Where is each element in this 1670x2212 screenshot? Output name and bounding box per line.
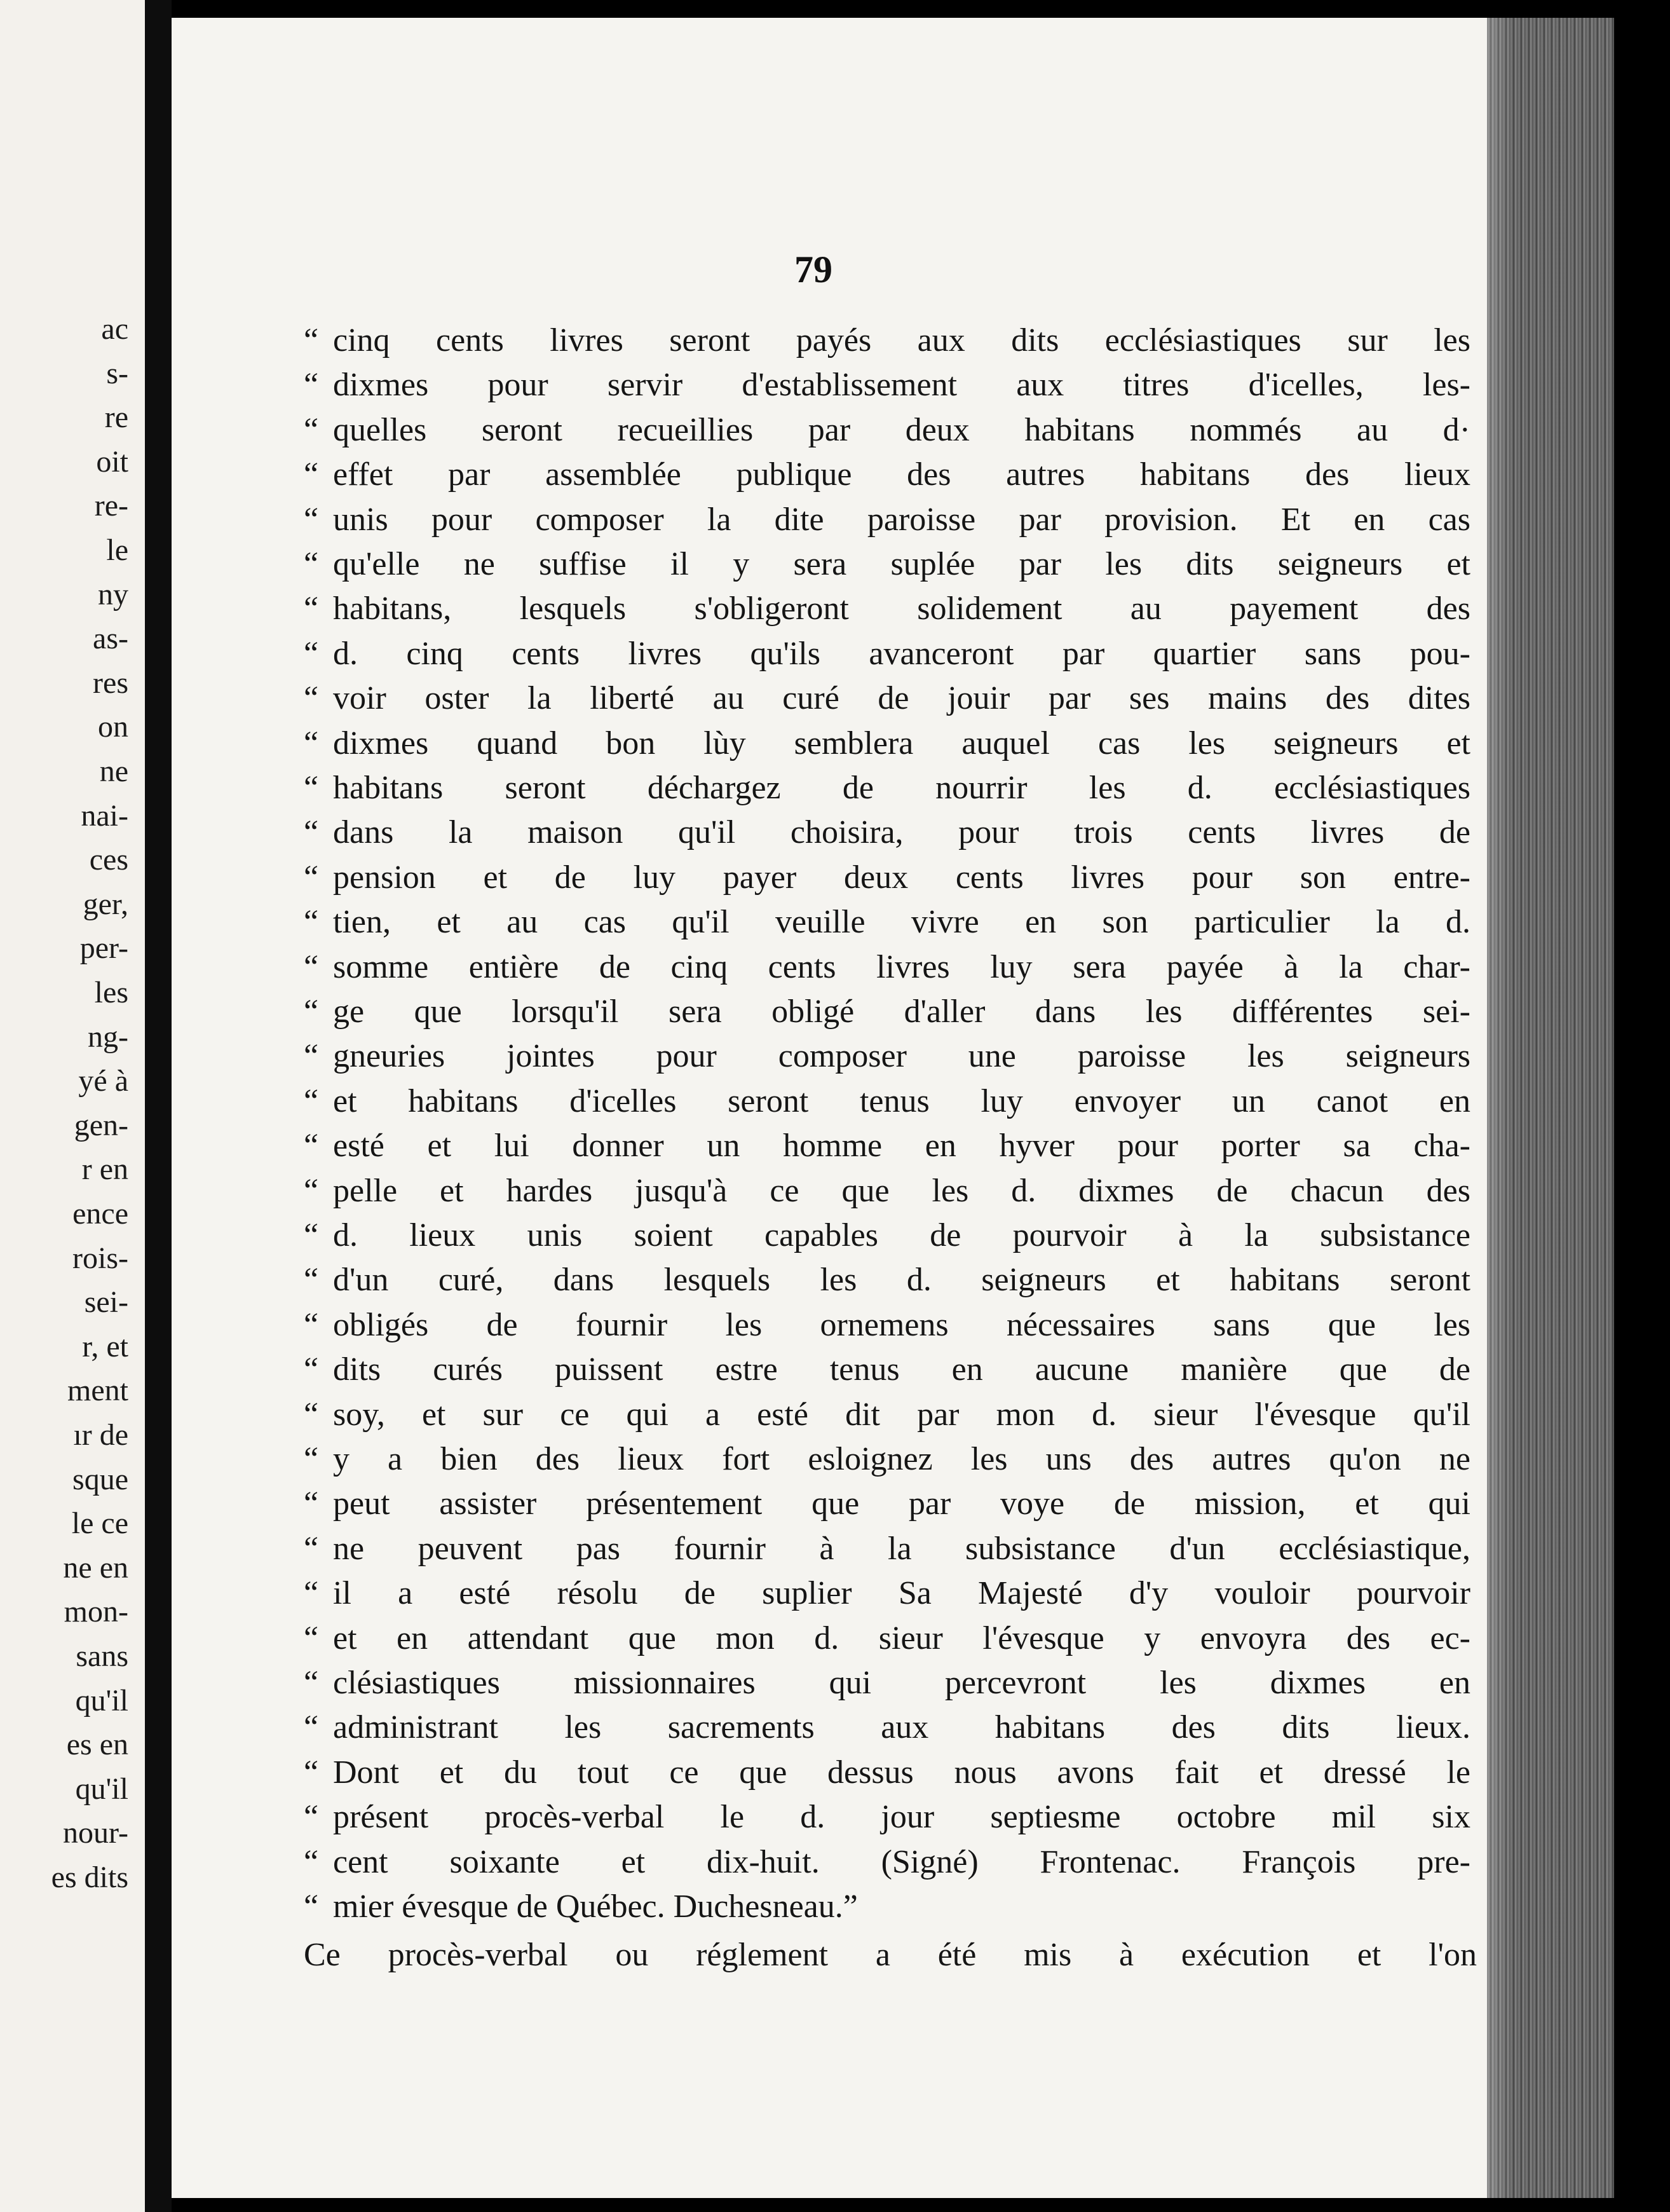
left-page-fragment: nour-	[62, 1816, 128, 1850]
line-text: dixmes quand bon lùy semblera auquel cas les seigneurs et	[333, 725, 1470, 761]
left-page-fragment: s-	[106, 356, 128, 390]
line-text: dans la maison qu'il choisira, pour trois cents livres de	[333, 814, 1470, 851]
line-text: présent procès-verbal le d. jour septiesme octobre mil six	[333, 1799, 1470, 1836]
opening-quote-mark: “	[304, 1128, 319, 1164]
left-page-fragment: on	[98, 710, 128, 744]
opening-quote-mark: “	[304, 1217, 319, 1253]
opening-quote-mark: “	[304, 635, 319, 672]
line-text: Dont et du tout ce que dessus nous avons fait et dressé le	[333, 1754, 1470, 1791]
opening-quote-mark: “	[304, 1888, 319, 1925]
opening-quote-mark: “	[304, 1172, 319, 1209]
left-page-fragment: qu'il	[75, 1772, 128, 1806]
left-page-fragment: rois-	[72, 1241, 128, 1275]
left-page-fragment: per-	[79, 931, 128, 966]
page-edge-highlight	[1487, 18, 1512, 2198]
line-text: gneuries jointes pour composer une paroisse les seigneurs	[333, 1038, 1470, 1075]
line-text: soy, et sur ce qui a esté dit par mon d. sieur l'évesque qu'il	[333, 1396, 1470, 1433]
line-text: ne peuvent pas fournir à la subsistance d'un ecclésiastique,	[333, 1530, 1470, 1567]
opening-quote-mark: “	[304, 1485, 319, 1522]
opening-quote-mark: “	[304, 1620, 319, 1656]
left-page-fragment: le	[106, 533, 128, 567]
line-text: y a bien des lieux fort esloignez les uns des autres qu'on ne	[333, 1441, 1470, 1477]
line-text: mier évesque de Québec. Duchesneau.”	[333, 1888, 858, 1925]
line-text: peut assister présentement que par voye de mission, et qui	[333, 1485, 1470, 1522]
left-page-fragment: sque	[72, 1462, 128, 1496]
left-page-fragment: ces	[89, 843, 128, 877]
opening-quote-mark: “	[304, 1709, 319, 1746]
opening-quote-mark: “	[304, 456, 319, 493]
left-page-fragment: es en	[66, 1728, 128, 1762]
line-text: unis pour composer la dite paroisse par provision. Et en cas	[333, 501, 1470, 538]
left-page-fragment: ger,	[83, 887, 128, 921]
left-page-fragment: ny	[98, 577, 128, 611]
line-text: dixmes pour servir d'establissement aux titres d'icelles, les-	[333, 367, 1470, 404]
left-page-fragment: es dits	[51, 1860, 128, 1894]
line-text: habitans seront déchargez de nourrir les d. ecclésiastiques	[333, 770, 1470, 806]
line-text: d. cinq cents livres qu'ils avanceront par quartier sans pou-	[333, 635, 1470, 672]
left-page-fragment: gen-	[74, 1108, 128, 1142]
left-page-fragment: sans	[76, 1639, 128, 1673]
opening-quote-mark: “	[304, 814, 319, 851]
opening-quote-mark: “	[304, 1082, 319, 1119]
line-text: obligés de fournir les ornemens nécessaires sans que les	[333, 1306, 1470, 1343]
left-page-fragment: ne	[99, 754, 128, 788]
opening-quote-mark: “	[304, 322, 319, 358]
opening-quote-mark: “	[304, 1843, 319, 1880]
opening-quote-mark: “	[304, 1754, 319, 1791]
opening-quote-mark: “	[304, 1441, 319, 1477]
left-page-fragment: re-	[94, 489, 128, 523]
left-page-fragment: ır de	[73, 1418, 128, 1452]
line-text: habitans, lesquels s'obligeront solidement au payement des	[333, 591, 1470, 627]
opening-quote-mark: “	[304, 904, 319, 941]
left-page-fragment: r en	[81, 1152, 128, 1187]
opening-quote-mark: “	[304, 411, 319, 448]
line-text: cinq cents livres seront payés aux dits ecclésiastiques sur les	[333, 322, 1470, 358]
line-text: pension et de luy payer deux cents livres pour son entre-	[333, 859, 1470, 896]
opening-quote-mark: “	[304, 1396, 319, 1433]
left-page-fragment: oit	[96, 444, 128, 479]
line-text: effet par assemblée publique des autres habitans des lieux	[333, 456, 1470, 493]
left-page-fragment: ment	[67, 1374, 128, 1408]
opening-quote-mark: “	[304, 680, 319, 717]
line-text: dits curés puissent estre tenus en aucune manière que de	[333, 1351, 1470, 1388]
opening-quote-mark: “	[304, 546, 319, 582]
line-text: Ce procès-verbal ou réglement a été mis à exécution et l'on	[304, 1937, 1477, 1974]
left-page-fragment: mon-	[64, 1595, 128, 1629]
left-page-fragment: yé à	[78, 1064, 128, 1098]
line-text: quelles seront recueillies par deux habitans nommés au d·	[333, 411, 1470, 448]
line-text: d'un curé, dans lesquels les d. seigneurs et habitans seront	[333, 1262, 1470, 1299]
opening-quote-mark: “	[304, 591, 319, 627]
facing-page-left	[0, 0, 145, 2212]
line-text: administrant les sacrements aux habitans des dits lieux.	[333, 1709, 1470, 1746]
left-page-fragment: re	[104, 400, 128, 435]
opening-quote-mark: “	[304, 1262, 319, 1299]
left-page-fragment: ence	[72, 1197, 128, 1231]
line-text: tien, et au cas qu'il veuille vivre en son particulier la d.	[333, 904, 1470, 941]
opening-quote-mark: “	[304, 1306, 319, 1343]
left-page-fragment: ng-	[88, 1020, 128, 1054]
opening-quote-mark: “	[304, 770, 319, 806]
opening-quote-mark: “	[304, 993, 319, 1030]
line-text: et en attendant que mon d. sieur l'évesque y envoyra des ec-	[333, 1620, 1470, 1656]
opening-quote-mark: “	[304, 1665, 319, 1701]
line-text: d. lieux unis soient capables de pourvoir à la subsistance	[333, 1217, 1470, 1253]
left-page-fragment: ne en	[63, 1550, 128, 1585]
line-text: voir oster la liberté au curé de jouir par ses mains des dites	[333, 680, 1470, 717]
book-page	[172, 18, 1487, 2198]
left-page-fragment: ac	[101, 312, 128, 346]
line-text: qu'elle ne suffise il y sera suplée par les dits seigneurs et	[333, 546, 1470, 582]
opening-quote-mark: “	[304, 1575, 319, 1612]
opening-quote-mark: “	[304, 1351, 319, 1388]
line-text: esté et lui donner un homme en hyver pour porter sa cha-	[333, 1128, 1470, 1164]
opening-quote-mark: “	[304, 1530, 319, 1567]
opening-quote-mark: “	[304, 725, 319, 761]
opening-quote-mark: “	[304, 367, 319, 404]
left-page-fragment: nai-	[81, 798, 128, 833]
left-page-fragment: res	[93, 666, 128, 700]
opening-quote-mark: “	[304, 1038, 319, 1075]
line-text: clésiastiques missionnaires qui percevront les dixmes en	[333, 1665, 1470, 1701]
left-page-fragment: qu'il	[75, 1683, 128, 1717]
left-page-fragment: sei-	[84, 1285, 128, 1320]
line-text: et habitans d'icelles seront tenus luy envoyer un canot en	[333, 1082, 1470, 1119]
left-page-fragment: r, et	[82, 1329, 128, 1363]
left-page-fragment: le ce	[71, 1506, 128, 1541]
line-text: pelle et hardes jusqu'à ce que les d. dixmes de chacun des	[333, 1172, 1470, 1209]
opening-quote-mark: “	[304, 948, 319, 985]
book-gutter	[145, 0, 172, 2212]
line-text: somme entière de cinq cents livres luy sera payée à la char-	[333, 948, 1470, 985]
opening-quote-mark: “	[304, 859, 319, 896]
page-number: 79	[794, 249, 832, 290]
line-text: ge que lorsqu'il sera obligé d'aller dans les différentes sei-	[333, 993, 1470, 1030]
opening-quote-mark: “	[304, 1799, 319, 1836]
left-page-fragment: as-	[93, 622, 128, 656]
line-text: il a esté résolu de suplier Sa Majesté d'y vouloir pourvoir	[333, 1575, 1470, 1612]
opening-quote-mark: “	[304, 501, 319, 538]
line-text: cent soixante et dix-huit. (Signé) Frontenac. François pre-	[333, 1843, 1470, 1880]
left-page-fragment: les	[94, 976, 128, 1009]
